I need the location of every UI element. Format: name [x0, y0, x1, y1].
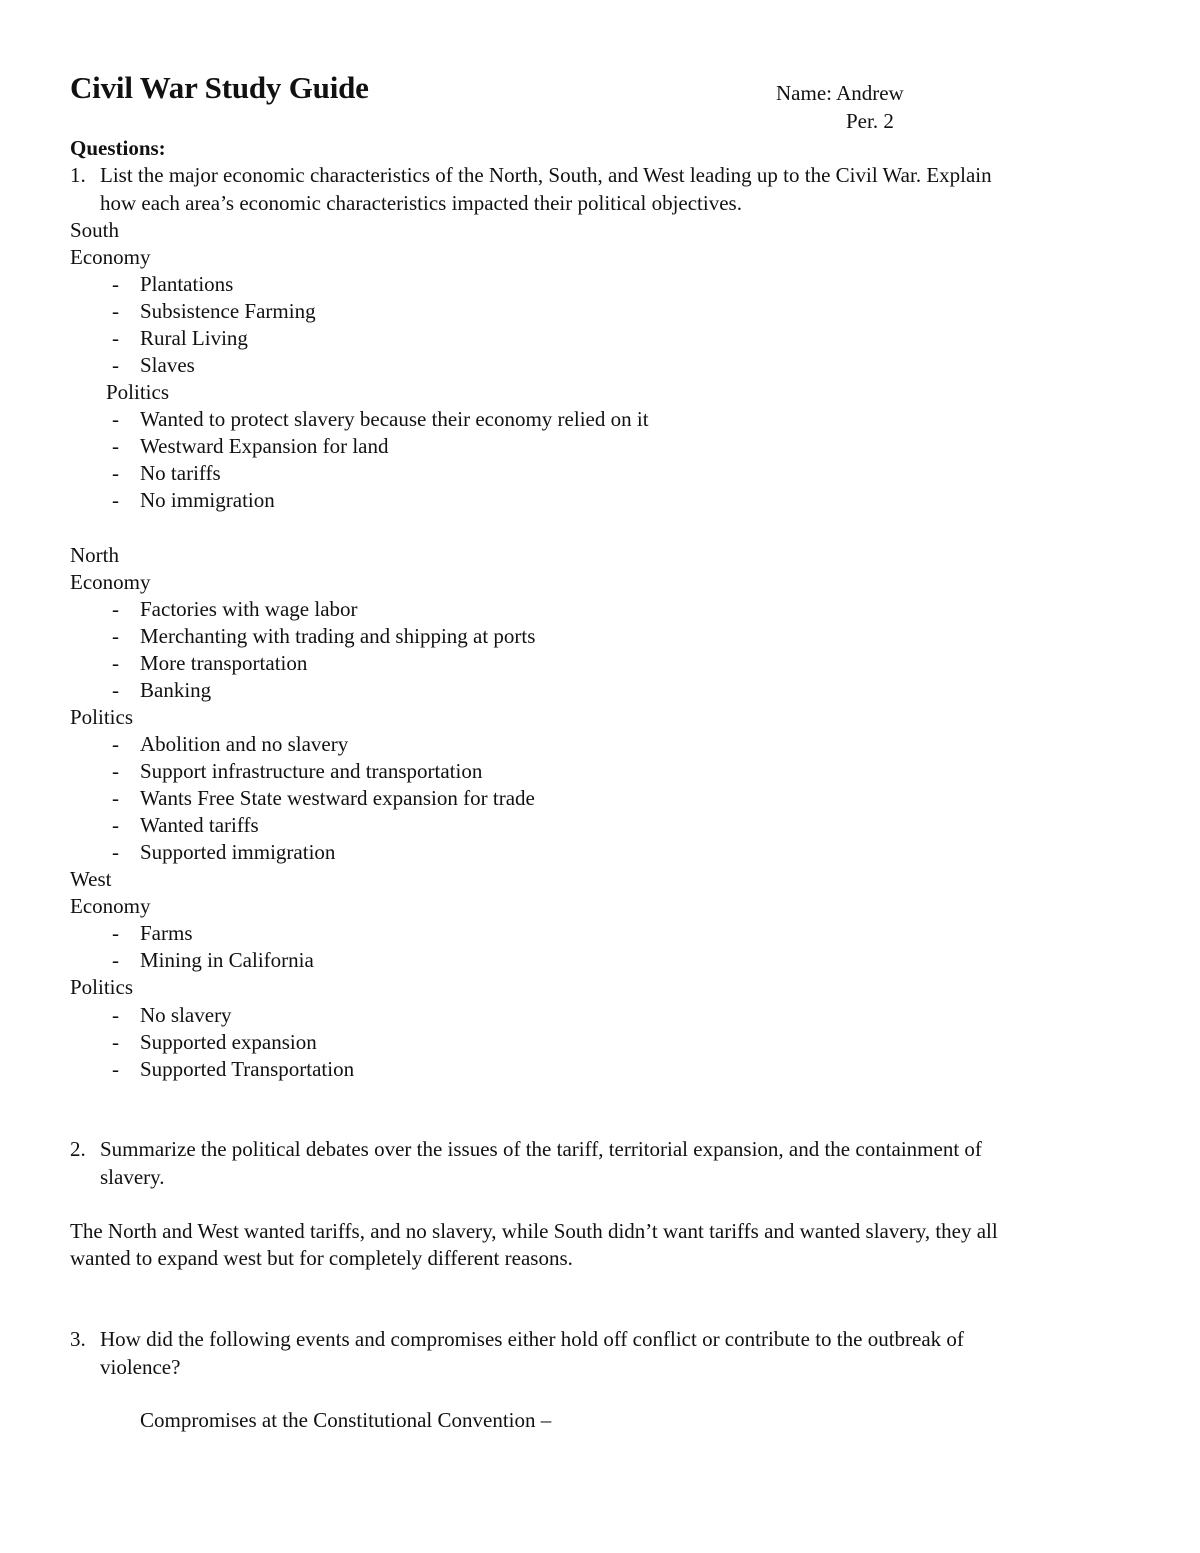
- list-bullet: -: [112, 299, 119, 323]
- list-bullet: -: [112, 678, 119, 702]
- q3-text-line2: violence?: [100, 1355, 181, 1379]
- list-item: More transportation: [140, 651, 308, 675]
- list-bullet: -: [112, 407, 119, 431]
- q2-text-line2: slavery.: [100, 1165, 165, 1189]
- list-item: Banking: [140, 678, 212, 702]
- q3-text-line1: How did the following events and compromises either hold off conflict or contribute to the outbreak of: [100, 1327, 964, 1351]
- list-bullet: -: [112, 461, 119, 485]
- list-item: Support infrastructure and transportation: [140, 759, 483, 783]
- questions-heading: Questions:: [70, 136, 166, 160]
- west-heading: West: [70, 867, 112, 891]
- south-politics-label: Politics: [106, 380, 170, 404]
- list-item: No slavery: [140, 1003, 232, 1027]
- list-item: Supported immigration: [140, 840, 336, 864]
- list-bullet: -: [112, 597, 119, 621]
- q1-text-line2: how each area’s economic characteristics impacted their political objectives.: [100, 191, 742, 215]
- list-item: Farms: [140, 921, 193, 945]
- list-bullet: -: [112, 1057, 119, 1081]
- class-period: Per. 2: [846, 109, 894, 133]
- list-bullet: -: [112, 840, 119, 864]
- list-item: Subsistence Farming: [140, 299, 316, 323]
- list-item: Slaves: [140, 353, 195, 377]
- list-bullet: -: [112, 948, 119, 972]
- north-economy-label: Economy: [70, 570, 151, 594]
- list-bullet: -: [112, 1003, 119, 1027]
- list-bullet: -: [112, 732, 119, 756]
- list-item: Merchanting with trading and shipping at ports: [140, 624, 536, 648]
- list-item: Mining in California: [140, 948, 314, 972]
- list-item: Wants Free State westward expansion for trade: [140, 786, 535, 810]
- list-bullet: -: [112, 353, 119, 377]
- list-bullet: -: [112, 1030, 119, 1054]
- list-bullet: -: [112, 326, 119, 350]
- south-heading: South: [70, 218, 120, 242]
- list-item: Rural Living: [140, 326, 248, 350]
- list-bullet: -: [112, 624, 119, 648]
- list-item: Supported Transportation: [140, 1057, 355, 1081]
- student-name: Name: Andrew: [776, 81, 904, 105]
- list-item: Wanted tariffs: [140, 813, 259, 837]
- list-bullet: -: [112, 813, 119, 837]
- list-item: No immigration: [140, 488, 275, 512]
- page-title: Civil War Study Guide: [70, 70, 369, 105]
- list-bullet: -: [112, 786, 119, 810]
- list-bullet: -: [112, 921, 119, 945]
- north-heading: North: [70, 543, 119, 567]
- list-bullet: -: [112, 651, 119, 675]
- list-item: Wanted to protect slavery because their economy relied on it: [140, 407, 649, 431]
- list-bullet: -: [112, 434, 119, 458]
- q1-text-line1: List the major economic characteristics of the North, South, and West leading up to the Civil War. Explain: [100, 163, 992, 187]
- list-item: Abolition and no slavery: [140, 732, 349, 756]
- q2-text-line1: Summarize the political debates over the issues of the tariff, territorial expansion, and the containment of: [100, 1137, 982, 1161]
- list-item: Factories with wage labor: [140, 597, 358, 621]
- q1-number: 1.: [70, 163, 86, 187]
- q2-number: 2.: [70, 1137, 86, 1161]
- west-politics-label: Politics: [70, 975, 134, 999]
- list-bullet: -: [112, 759, 119, 783]
- list-bullet: -: [112, 488, 119, 512]
- q2-answer-line2: wanted to expand west but for completely different reasons.: [70, 1246, 573, 1270]
- q2-answer-line1: The North and West wanted tariffs, and no slavery, while South didn’t want tariffs and wanted slavery, they all: [70, 1219, 998, 1243]
- list-item: Plantations: [140, 272, 234, 296]
- q3-number: 3.: [70, 1327, 86, 1351]
- list-item: No tariffs: [140, 461, 221, 485]
- north-politics-label: Politics: [70, 705, 134, 729]
- south-economy-label: Economy: [70, 245, 151, 269]
- q3-item-constitutional-convention: Compromises at the Constitutional Convention –: [140, 1408, 552, 1432]
- west-economy-label: Economy: [70, 894, 151, 918]
- list-item: Westward Expansion for land: [140, 434, 389, 458]
- list-bullet: -: [112, 272, 119, 296]
- list-item: Supported expansion: [140, 1030, 317, 1054]
